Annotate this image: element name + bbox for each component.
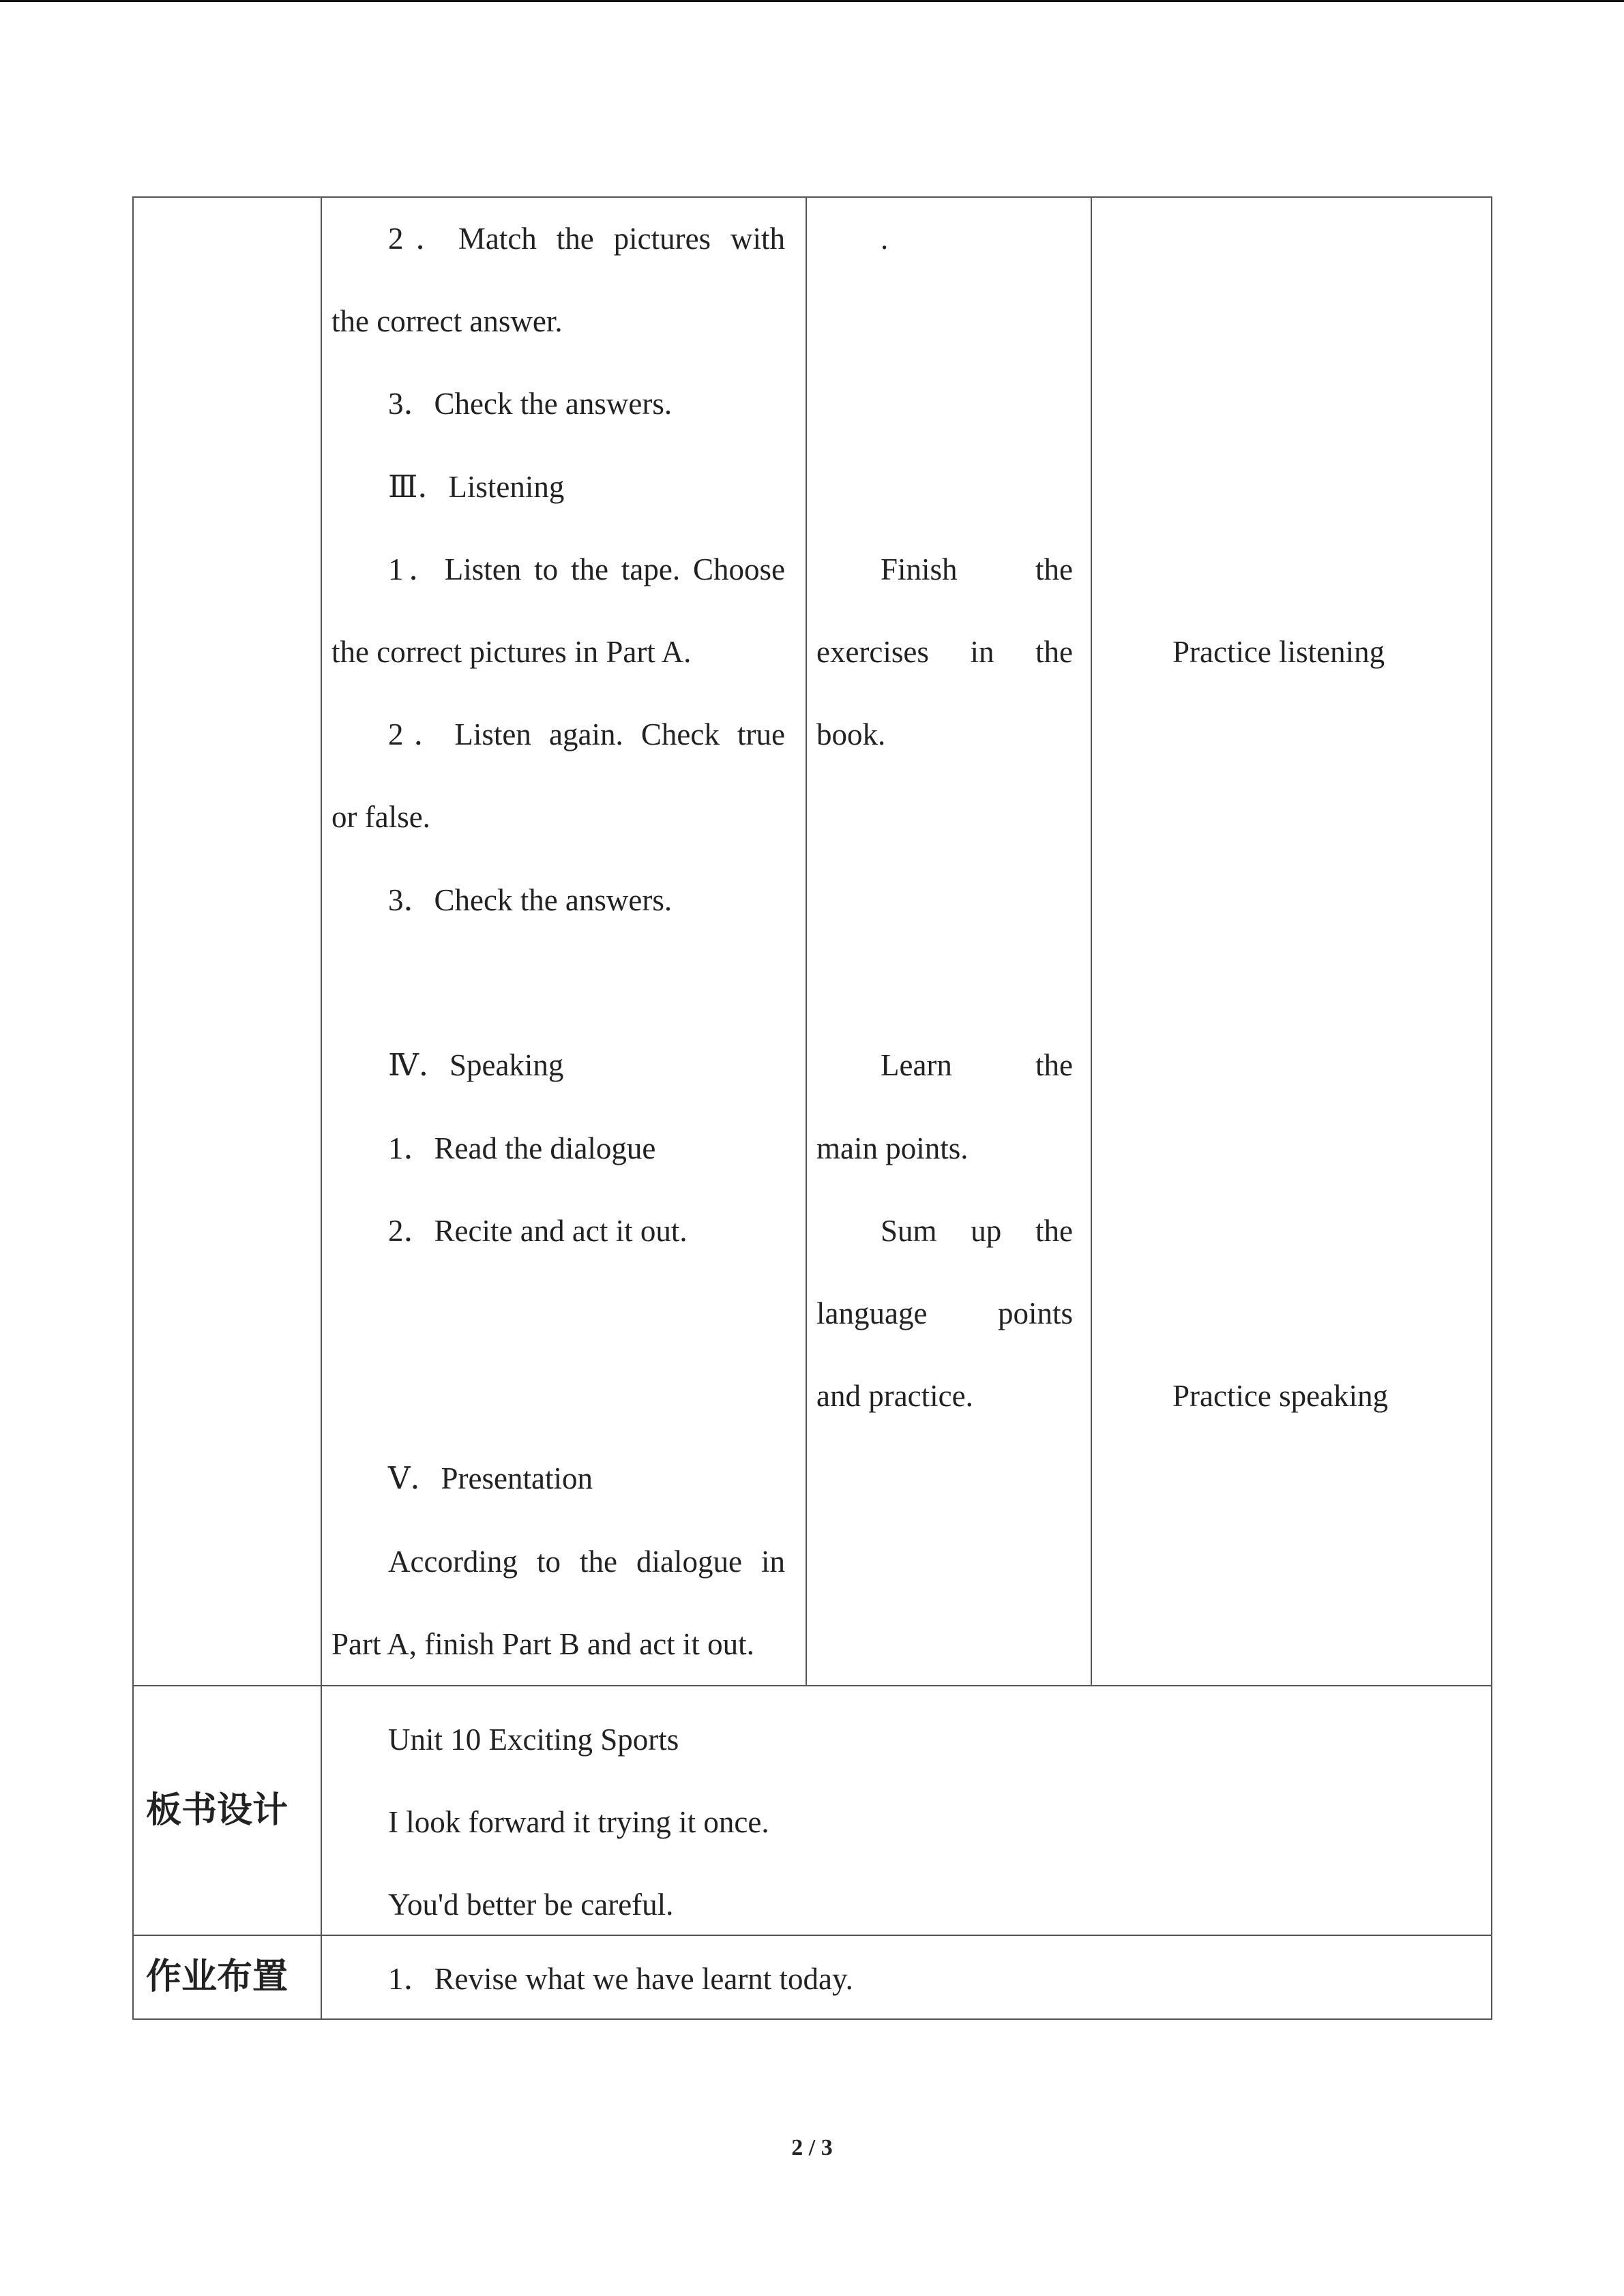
steps-heading: Ⅴ．Presentation bbox=[388, 1461, 593, 1495]
steps-line: 2．Recite and act it out. bbox=[388, 1214, 688, 1248]
purpose-cell bbox=[1092, 196, 1491, 1685]
steps-line: 1．Read the dialogue bbox=[388, 1131, 656, 1165]
steps-line: 3．Check the answers. bbox=[388, 883, 673, 917]
homework-line: 1．Revise what we have learnt today. bbox=[388, 1962, 853, 1996]
activity-line: . bbox=[881, 222, 889, 256]
activity-line: and practice. bbox=[816, 1379, 973, 1413]
lesson-table bbox=[132, 196, 1492, 2020]
activity-line: Learn the bbox=[881, 1048, 1073, 1082]
activity-line: main points. bbox=[816, 1131, 969, 1165]
homework-label-cell bbox=[134, 1936, 321, 2018]
board-design-label-cell bbox=[134, 1686, 321, 1935]
homework-content-cell bbox=[322, 1936, 1491, 2018]
purpose-line: Practice speaking bbox=[1172, 1379, 1389, 1413]
page-top-rule bbox=[0, 0, 1624, 2]
steps-line: the correct pictures in Part A. bbox=[331, 635, 692, 669]
page-number: 2 / 3 bbox=[791, 2135, 833, 2160]
steps-line: 3．Check the answers. bbox=[388, 387, 673, 421]
activity-line: exercises in the bbox=[816, 635, 1073, 669]
steps-line: or false. bbox=[331, 800, 430, 834]
student-activity-cell bbox=[807, 196, 1091, 1685]
steps-line: 2．Listen again. Check true bbox=[388, 717, 785, 751]
board-design-label: 板书设计 bbox=[146, 1790, 289, 1831]
board-design-line: Unit 10 Exciting Sports bbox=[388, 1723, 679, 1757]
steps-line: 1．Listen to the tape. Choose bbox=[388, 552, 785, 586]
activity-line: language points bbox=[816, 1296, 1073, 1330]
homework-label: 作业布置 bbox=[146, 1956, 289, 1997]
activity-line: Finish the bbox=[881, 552, 1073, 586]
steps-line: Part A, finish Part B and act it out. bbox=[331, 1627, 754, 1661]
steps-line: 2．Match the pictures with bbox=[388, 222, 785, 256]
steps-line: the correct answer. bbox=[331, 304, 563, 338]
table-border-right bbox=[1491, 196, 1492, 2020]
board-design-content-cell bbox=[322, 1686, 1491, 1935]
steps-line: According to the dialogue in bbox=[388, 1545, 785, 1579]
activity-line: Sum up the bbox=[881, 1214, 1073, 1248]
purpose-line: Practice listening bbox=[1172, 635, 1385, 669]
activity-line: book. bbox=[816, 717, 886, 751]
steps-cell bbox=[322, 196, 806, 1685]
steps-heading: Ⅲ．Listening bbox=[388, 470, 565, 504]
board-design-line: I look forward it trying it once. bbox=[388, 1805, 769, 1839]
steps-heading: Ⅳ．Speaking bbox=[388, 1048, 564, 1082]
board-design-line: You'd better be careful. bbox=[388, 1888, 674, 1922]
table-border-bottom bbox=[132, 2018, 1492, 2020]
